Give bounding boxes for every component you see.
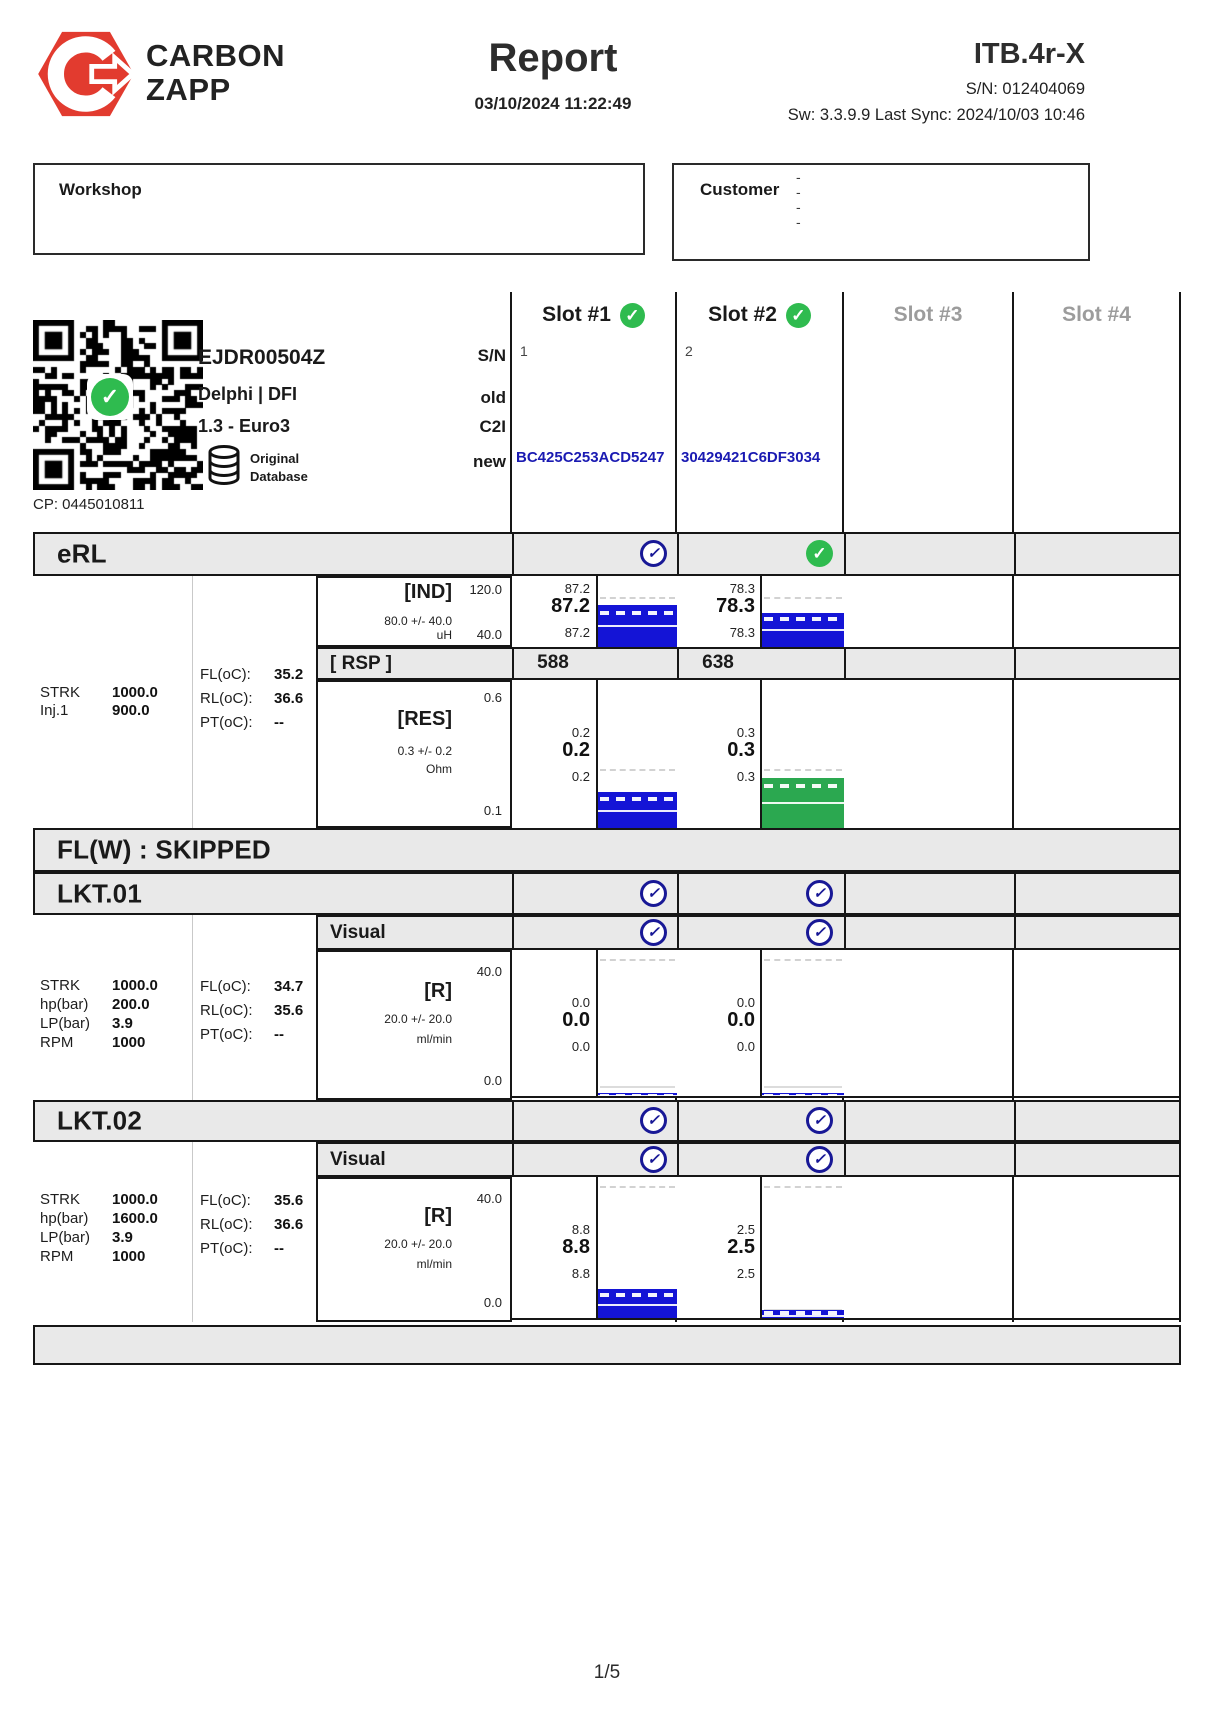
lkt02-section-header — [33, 1100, 1181, 1142]
lkt01-r-slot1-max: 0.0 — [571, 995, 590, 1010]
customer-dash: - — [796, 199, 801, 215]
workshop-box — [33, 163, 645, 255]
lkt01-visual-slot1-status-icon: ✓ — [640, 919, 667, 946]
ind-slot2-bar-gauge — [760, 576, 844, 647]
ind-slot2-max: 78.3 — [729, 581, 755, 596]
ind-scale-max: 120.0 — [469, 582, 502, 597]
slot2-serial: 2 — [685, 343, 693, 359]
lkt02-param-value: 3.9 — [112, 1229, 133, 1246]
lkt02-visual-slot2-status-icon: ✓ — [806, 1146, 833, 1173]
lkt01-r-slot2-min: 0.0 — [736, 1039, 755, 1054]
customer-dash: - — [796, 214, 801, 230]
lkt02-r-test-tolerance: 20.0 +/- 20.0 — [384, 1237, 452, 1251]
erl-slot2-status-icon: ✓ — [806, 540, 833, 567]
slot2-pass-icon: ✓ — [786, 303, 811, 328]
lkt02-temp-value: -- — [274, 1240, 284, 1257]
device-serial: S/N: 012404069 — [965, 80, 1085, 98]
lkt02-param-label: LP(bar) — [40, 1229, 91, 1246]
page-number: 1/5 — [593, 1662, 621, 1683]
erl-param-label: STRK — [40, 684, 81, 701]
slot2-title: Slot #2 — [708, 303, 777, 326]
erl-section-header — [33, 532, 1181, 576]
lkt02-r-slot2-min: 2.5 — [736, 1266, 755, 1281]
rsp-slot1-value: 588 — [537, 652, 569, 673]
lkt02-visual-label: Visual — [330, 1149, 386, 1170]
lkt01-r-test-name: [R] — [424, 980, 452, 1002]
lkt02-temp-value: 36.6 — [274, 1216, 304, 1233]
res-test-name: [RES] — [397, 708, 452, 730]
erl-temp-value: 36.6 — [274, 690, 304, 707]
lkt01-slot2-status-icon: ✓ — [806, 880, 833, 907]
res-slot1-bar-gauge — [596, 680, 677, 828]
injector-code: EJDR00504Z — [198, 346, 326, 369]
workshop-label: Workshop — [59, 180, 142, 199]
lkt02-r-test-name: [R] — [424, 1205, 452, 1227]
lkt02-r-test-unit: ml/min — [416, 1257, 452, 1271]
lkt01-visual-label: Visual — [330, 922, 386, 943]
res-scale-min: 0.1 — [483, 803, 502, 818]
slot2-new-c2i-code: 30429421C6DF3034 — [681, 449, 821, 466]
erl-slot1-status-icon: ✓ — [640, 540, 667, 567]
lkt02-r-slot1-bar-gauge — [596, 1177, 677, 1320]
ind-slot2-min: 78.3 — [729, 625, 755, 640]
ind-test-box — [316, 576, 512, 647]
ind-slot1-bar-gauge — [596, 576, 677, 647]
lkt01-param-value: 1000 — [112, 1034, 146, 1051]
lkt01-param-label: LP(bar) — [40, 1015, 91, 1032]
ind-test-tolerance: 80.0 +/- 40.0 — [384, 614, 452, 628]
lkt01-r-test-unit: ml/min — [416, 1032, 452, 1046]
database-source — [250, 450, 308, 485]
customer-placeholder-dashes — [796, 170, 801, 230]
row-label-sn: S/N — [477, 346, 506, 365]
customer-dash: - — [796, 184, 801, 200]
lkt02-r-slot2-bar-gauge — [760, 1177, 844, 1320]
slot1-serial: 1 — [520, 343, 528, 359]
injector-cp-number: CP: 0445010811 — [33, 496, 145, 513]
ind-slot1-avg: 87.2 — [551, 595, 590, 617]
ind-slot2-avg: 78.3 — [716, 595, 755, 617]
ind-test-name: [IND] — [404, 581, 452, 603]
lkt01-r-test-tolerance: 20.0 +/- 20.0 — [384, 1012, 452, 1026]
lkt02-r-slot1-min: 8.8 — [571, 1266, 590, 1281]
lkt02-param-label: STRK — [40, 1191, 81, 1208]
lkt01-temp-label: PT(oC): — [200, 1026, 253, 1043]
lkt02-temp-label: FL(oC): — [200, 1192, 251, 1209]
lkt01-r-slot2-bar-gauge — [760, 950, 844, 1098]
slot1-title: Slot #1 — [542, 303, 611, 326]
customer-box — [672, 163, 1090, 261]
lkt02-visual-row — [316, 1142, 1181, 1177]
flw-section-header — [33, 828, 1181, 872]
qr-verified-badge — [87, 374, 133, 420]
lkt02-temp-value: 35.6 — [274, 1192, 304, 1209]
res-scale-max: 0.6 — [483, 690, 502, 705]
database-source-line2: Database — [250, 468, 308, 484]
brand-line2: ZAPP — [146, 72, 231, 107]
lkt01-param-value: 3.9 — [112, 1015, 133, 1032]
ind-test-unit: uH — [436, 628, 452, 642]
lkt01-visual-row — [316, 915, 1181, 950]
lkt01-temp-value: 35.6 — [274, 1002, 304, 1019]
lkt01-section-header — [33, 872, 1181, 915]
flw-section-title: FL(W) : SKIPPED — [57, 834, 271, 865]
lkt01-r-slot2-avg: 0.0 — [727, 1009, 755, 1031]
report-datetime: 03/10/2024 11:22:49 — [474, 94, 632, 113]
lkt01-temp-value: 34.7 — [274, 978, 304, 995]
qr-check-icon: ✓ — [91, 378, 129, 416]
brand-line1: CARBON — [146, 38, 286, 73]
customer-dash: - — [796, 169, 801, 185]
rsp-test-name: [ RSP ] — [330, 653, 392, 674]
res-slot2-max: 0.3 — [736, 725, 755, 740]
lkt01-temp-label: RL(oC): — [200, 1002, 253, 1019]
erl-temp-label: PT(oC): — [200, 714, 253, 731]
lkt01-param-label: hp(bar) — [40, 996, 89, 1013]
lkt01-r-slot1-avg: 0.0 — [562, 1009, 590, 1031]
database-source-line1: Original — [250, 451, 300, 466]
lkt01-param-label: RPM — [40, 1034, 74, 1051]
lkt01-r-slot1-min: 0.0 — [571, 1039, 590, 1054]
lkt02-r-scale-max: 40.0 — [476, 1191, 502, 1206]
lkt02-r-slot1-avg: 8.8 — [562, 1236, 590, 1258]
lkt01-r-scale-min: 0.0 — [483, 1073, 502, 1088]
erl-param-value: 1000.0 — [112, 684, 158, 701]
lkt02-param-value: 1000 — [112, 1248, 146, 1265]
res-slot2-avg: 0.3 — [727, 739, 755, 761]
carbonzapp-logo-icon — [36, 30, 136, 118]
lkt02-slot1-status-icon: ✓ — [640, 1107, 667, 1134]
res-slot1-max: 0.2 — [571, 725, 590, 740]
ind-scale-min: 40.0 — [476, 627, 502, 642]
slot2-header — [677, 298, 842, 332]
erl-param-value: 900.0 — [112, 702, 150, 719]
res-slot2-bar-gauge — [760, 680, 844, 828]
slot4-header: Slot #4 — [1062, 303, 1131, 326]
row-label-new: new — [472, 452, 506, 471]
erl-section-title: eRL — [57, 538, 107, 569]
slot1-pass-icon: ✓ — [620, 303, 645, 328]
lkt02-param-value: 1600.0 — [112, 1210, 158, 1227]
slot1-header — [512, 298, 675, 332]
lkt02-temp-label: PT(oC): — [200, 1240, 253, 1257]
customer-label: Customer — [700, 180, 780, 199]
erl-temp-label: RL(oC): — [200, 690, 253, 707]
device-model: ITB.4r-X — [973, 38, 1085, 70]
res-test-tolerance: 0.3 +/- 0.2 — [397, 744, 452, 758]
database-icon — [206, 444, 242, 486]
lkt02-temp-label: RL(oC): — [200, 1216, 253, 1233]
lkt01-param-value: 1000.0 — [112, 977, 158, 994]
ind-slot1-max: 87.2 — [564, 581, 590, 596]
lkt02-param-value: 1000.0 — [112, 1191, 158, 1208]
res-slot2-min: 0.3 — [736, 769, 755, 784]
injector-type: Delphi | DFI — [198, 384, 298, 404]
lkt01-visual-slot2-status-icon: ✓ — [806, 919, 833, 946]
erl-temp-value: -- — [274, 714, 284, 731]
lkt02-r-slot2-max: 2.5 — [736, 1222, 755, 1237]
res-slot1-avg: 0.2 — [562, 739, 590, 761]
lkt02-param-label: RPM — [40, 1248, 74, 1265]
lkt01-temp-value: -- — [274, 1026, 284, 1043]
slot1-new-c2i-code: BC425C253ACD5247 — [516, 449, 665, 466]
res-test-box — [316, 680, 512, 828]
lkt02-section-title: LKT.02 — [57, 1105, 143, 1136]
slot3-header: Slot #3 — [893, 303, 963, 326]
row-label-old: old — [480, 388, 506, 407]
lkt01-slot1-status-icon: ✓ — [640, 880, 667, 907]
erl-temp-label: FL(oC): — [200, 666, 251, 683]
lkt02-visual-slot1-status-icon: ✓ — [640, 1146, 667, 1173]
ind-slot1-min: 87.2 — [564, 625, 590, 640]
lkt01-section-title: LKT.01 — [57, 878, 143, 908]
lkt01-param-value: 200.0 — [112, 996, 150, 1013]
page-title: Report — [488, 36, 618, 80]
lkt01-r-slot2-max: 0.0 — [736, 995, 755, 1010]
empty-footer-row — [33, 1325, 1181, 1365]
row-label-c2i: C2I — [479, 417, 506, 436]
rsp-slot2-value: 638 — [702, 652, 734, 673]
lkt01-temp-label: FL(oC): — [200, 978, 251, 995]
lkt01-r-test-box — [316, 950, 512, 1100]
lkt02-r-scale-min: 0.0 — [483, 1295, 502, 1310]
lkt02-r-slot1-max: 8.8 — [571, 1222, 590, 1237]
lkt02-param-label: hp(bar) — [40, 1210, 89, 1227]
device-software-sync: Sw: 3.3.9.9 Last Sync: 2024/10/03 10:46 — [787, 106, 1085, 124]
lkt01-r-scale-max: 40.0 — [476, 964, 502, 979]
lkt01-r-slot1-bar-gauge — [596, 950, 677, 1098]
lkt01-param-label: STRK — [40, 977, 81, 994]
injector-family: 1.3 - Euro3 — [198, 416, 291, 436]
res-test-unit: Ohm — [425, 762, 452, 776]
lkt02-r-test-box — [316, 1177, 512, 1322]
res-slot1-min: 0.2 — [571, 769, 590, 784]
lkt02-r-slot2-avg: 2.5 — [727, 1236, 755, 1258]
lkt02-slot2-status-icon: ✓ — [806, 1107, 833, 1134]
erl-temp-value: 35.2 — [274, 666, 304, 683]
erl-param-label: Inj.1 — [40, 702, 69, 719]
